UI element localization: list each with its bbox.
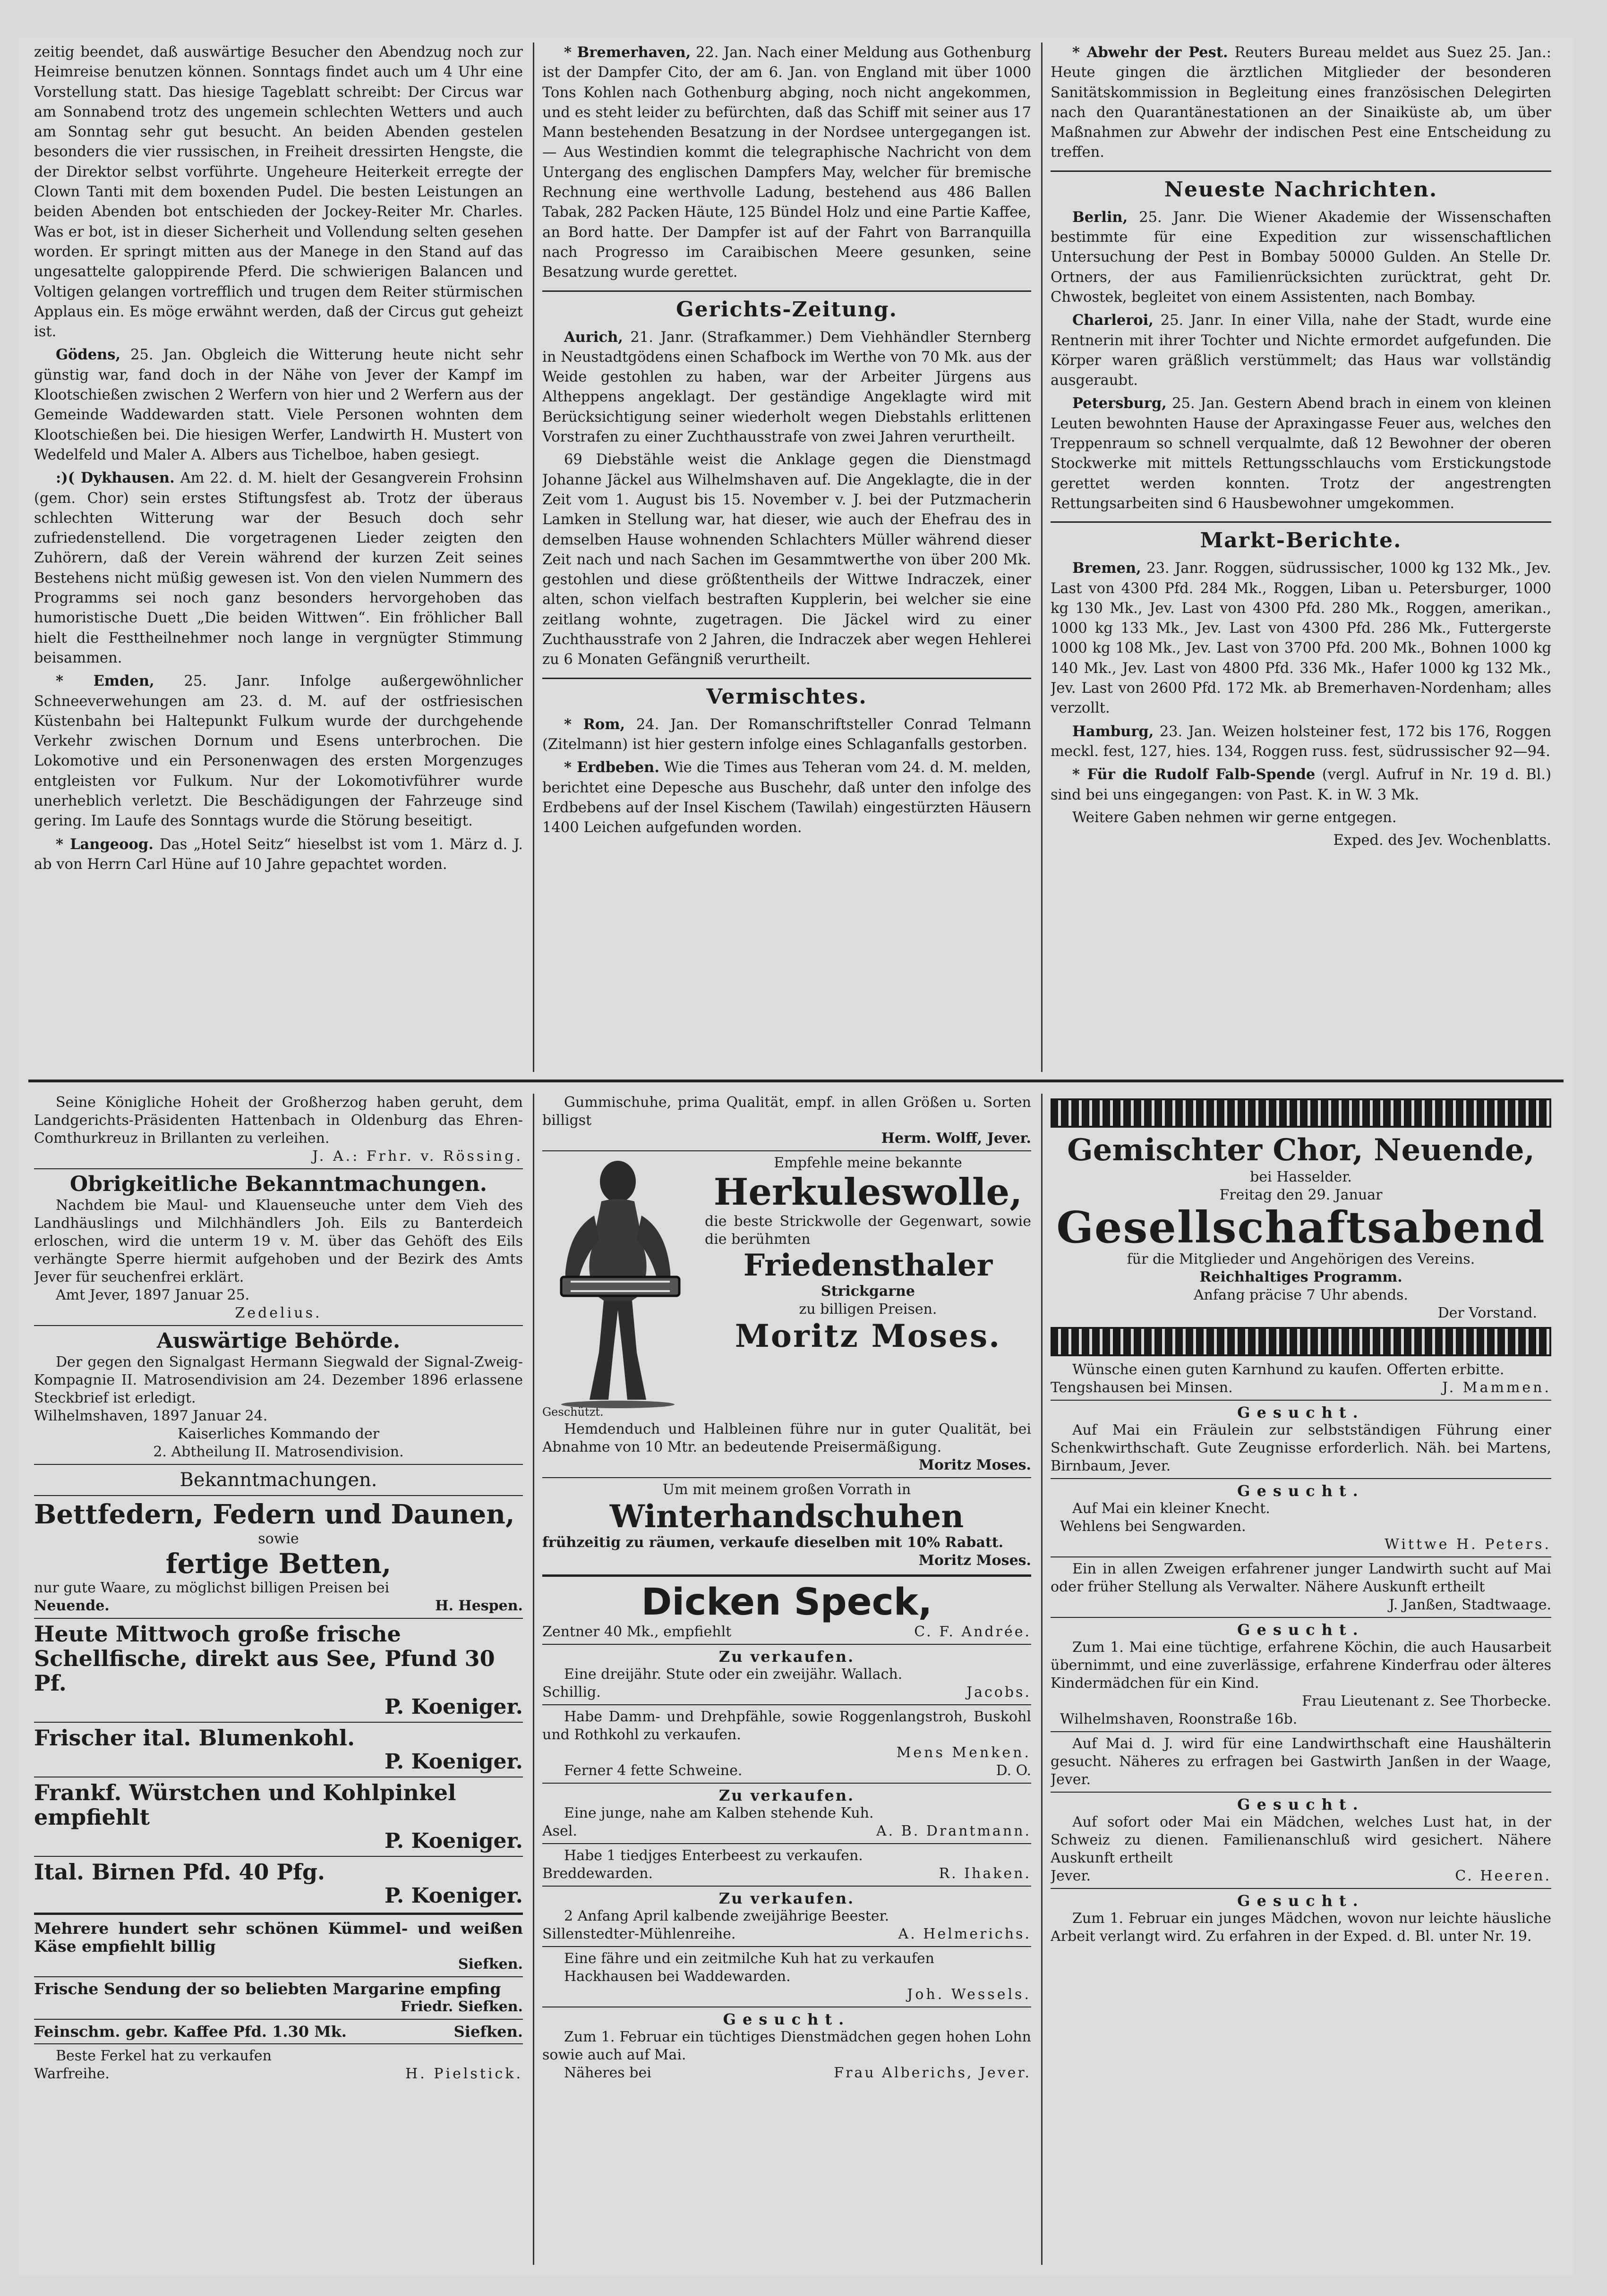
article-paragraph — [542, 43, 1031, 283]
ad-text: Auf Mai d. J. wird für eine Landwirthschaft eine Haushälterin gesucht. Näheres zu erfragen bei Gastwirth Janßen in der Waage, Jever. — [1051, 1735, 1551, 1788]
ad-line: 2. Abtheilung II. Matrosendivision. — [153, 1444, 404, 1460]
divider — [34, 1618, 523, 1619]
ad-signature: Zedelius. — [235, 1305, 322, 1321]
article-dateline: * Langeoog. — [56, 835, 154, 853]
ads-right-column — [1051, 1094, 1551, 2265]
article-dateline: * Emden, — [56, 672, 154, 690]
ad-signature: R. Ihaken. — [939, 1865, 1031, 1882]
ad-line: für die Mitglieder und Angehörigen des Vereins. — [1127, 1251, 1475, 1267]
article-dateline: :)( Dykhausen. — [56, 469, 175, 487]
article-paragraph — [1051, 765, 1551, 805]
ad-hemdenduch — [542, 1420, 1031, 1474]
section-heading: Neueste Nachrichten. — [1051, 170, 1551, 202]
ad-zu-verkaufen-kuh — [542, 1786, 1031, 1840]
ad-haushaelterin — [1051, 1735, 1551, 1789]
article-paragraph — [1051, 207, 1551, 307]
ad-landwirth — [1051, 1560, 1551, 1614]
article-paragraph — [1051, 43, 1551, 163]
ad-place: Tengshausen bei Minsen. — [1051, 1379, 1233, 1396]
ad-signature: Der Vorstand. — [1437, 1305, 1537, 1321]
ad-signature: Wittwe H. Peters. — [1385, 1536, 1551, 1553]
section-heading: Vermischtes. — [542, 678, 1031, 709]
ad-enterbeest — [542, 1847, 1031, 1883]
ad-line: Frau Lieutenant z. See Thorbecke. — [1302, 1693, 1551, 1709]
ad-place: Neuende. — [34, 1598, 110, 1614]
herkules-illustration — [542, 1154, 698, 1419]
ad-signature: C. F. Andrée. — [914, 1624, 1031, 1640]
ad-winterhandschuhe — [542, 1481, 1031, 1570]
ad-gesucht-fraeulein — [1051, 1403, 1551, 1475]
ad-title: Obrigkeitliche Bekanntmachungen. — [69, 1172, 487, 1196]
ad-text: Beste Ferkel hat zu verkaufen — [56, 2048, 272, 2064]
ad-wuerstchen — [34, 1780, 523, 1853]
ad-text: Zum 1. Mai eine tüchtige, erfahrene Köchin, die auch Hausarbeit übernimmt, und eine zuverlässige, erfahrene Kinderfrau oder älteres Kindermädchen für ein Kind. — [1051, 1639, 1551, 1692]
divider — [542, 1704, 1031, 1705]
article-text: 25. Janr. In einer Villa, nahe der Stadt, wurde eine Rentnerin mit ihrer Tochter und Nichte ermordet aufgefunden. Die Körper waren gräßlich verstümmelt; das Haus war vollständig ausgeraubt. — [1051, 312, 1551, 389]
ad-intro: Um mit meinem großen Vorrath in — [662, 1481, 911, 1498]
ad-place: Amt Jever, 1897 Januar 25. — [56, 1287, 250, 1303]
ad-text: Wünsche einen guten Karnhund zu kaufen. Offerten erbitte. — [1072, 1361, 1504, 1378]
ad-schellfisch — [34, 1622, 523, 1719]
ad-signature: C. Heeren. — [1455, 1868, 1551, 1884]
ad-text: nur gute Waare, zu möglichst billigen Preisen bei — [34, 1580, 390, 1596]
article-paragraph — [1051, 393, 1551, 514]
ad-blumenkohl — [34, 1726, 523, 1774]
ad-text: Der gegen den Signalgast Hermann Siegwald der Signal-Zweig-Kompagnie II. Matrosendivision am 24. Dezember 1896 erlassene Steckbrief ist erledigt. — [34, 1354, 523, 1406]
ad-ferkel — [34, 2047, 523, 2083]
ad-title: Gesucht. — [1237, 1621, 1365, 1639]
article-dateline: * Für die Rudolf Falb-Spende — [1072, 766, 1316, 783]
decorative-border — [1051, 1098, 1551, 1128]
article-text: 69 Diebstähle weist die Anklage gegen die Dienstmagd Johanne Jäckel aus Wilhelmshaven auf. Die Angeklagte, die in der Zeit vom 1. August bis 15. November v. J. bei der Putzmacherin Lamken in Stellung war, hat dieser, wie auch der Ehefrau des in demselben Hause wohnenden Schlachters Müller während dieser Zeit nach und nach Sachen im Gesammtwerthe von über 200 Mk. gestohlen und diese größtentheils der Wittwe Indraczek, einer alten, schon vielfach bestraften Kupplerin, bei welcher sie eine zeitlang wohnte, zugetragen. Die Jäckel wird zu einer Zuchthausstrafe von 2 Jahren, die Indraczek aber wegen Hehlerei zu 6 Monaten Gefängniß verurtheilt. — [542, 451, 1031, 668]
article-paragraph — [542, 757, 1031, 838]
ad-text: Auf sofort oder Mai ein Mädchen, welches Lust hat, in der Schweiz zu dienen. Familienanschluß wird gesichert. Nähere Auskunft ertheilt — [1051, 1814, 1551, 1866]
separator-rule — [28, 1080, 1564, 1082]
ad-place: Breddewarden. — [542, 1865, 653, 1882]
article-text: 21. Janr. (Strafkammer.) Dem Viehhändler Sternberg in Neustadtgödens einen Schafbock im Werthe von 70 Mk. aus der Weide gestohlen zu haben, war der Arbeiter Jürgens aus Altheppens angeklagt. Der geständige Angeklagte wird mit Berücksichtigung seiner wiederholt wegen Diebstahls erlittenen Vorstrafen zu einer Zuchthausstrafe von zwei Jahren verurtheilt. — [542, 329, 1031, 446]
article-text: 22. Jan. Nach einer Meldung aus Gothenburg ist der Dampfer Cito, der am 6. Jan. von England mit über 1000 Tons Kohlen nach Gothenburg abging, noch nicht angekommen, und es steht leider zu befürchten, daß das Schiff mit seiner aus 17 Mann bestehenden Besatzung in der Nordsee untergegangen ist. — Aus Westindien kommt die telegraphische Nachricht von dem Untergang des englischen Dampfers May, welcher für bremische Rechnung eine werthvolle Ladung, bestehend aus 486 Ballen Tabak, 282 Packen Häute, 125 Bündel Holz und eine Partie Kaffee, an Bord hatte. Der Dampfer ist auf der Fahrt von Barranquilla nach Progresso im Caraibischen Meere gesunken, seine Besatzung wurde gerettet. — [542, 44, 1031, 281]
ad-line: Anfang präcise 7 Uhr abends. — [1194, 1287, 1408, 1303]
divider — [34, 1464, 523, 1465]
ad-text: Auf Mai ein Fräulein zur selbstständigen Führung einer Schenkwirthschaft. Gute Zeugnisse erforderlich. Näh. bei Martens, Birnbaum, Jever. — [1051, 1422, 1551, 1474]
column-divider — [533, 43, 534, 1072]
ad-place: Wehlens bei Sengwarden. — [1060, 1518, 1246, 1535]
ad-line: sowie — [258, 1531, 299, 1547]
article-dateline: * Erdbeben. — [564, 759, 659, 776]
ad-grossherzog — [34, 1094, 523, 1165]
article-text: Das „Hotel Seitz“ hieselbst ist vom 1. März d. J. ab von Herrn Carl Hüne auf 10 Jahre gepachtet worden. — [34, 836, 523, 873]
ad-signature: H. Pielstick. — [405, 2066, 523, 2082]
article-dateline: Petersburg, — [1072, 395, 1167, 412]
ad-line: zu billigen Preisen. — [799, 1301, 937, 1318]
article-dateline: * Abwehr der Pest. — [1072, 44, 1228, 61]
divider — [542, 1477, 1031, 1478]
divider — [34, 1913, 523, 1915]
ad-firm: Moritz Moses. — [735, 1318, 1001, 1354]
article-paragraph — [34, 468, 523, 668]
divider — [34, 1325, 523, 1326]
ad-signature: A. Helmerichs. — [898, 1926, 1031, 1942]
article-text: 25. Jan. Obgleich die Witterung heute nicht sehr günstig war, fand doch in der Nähe von Jever der Kampf im Klootschießen zwischen 2 Werfern von hier und 2 Werfern aus der Gemeinde Waddewarden statt. Viele Personen wohnten dem Klootschießen bei. Die hiesigen Werfer, Landwirth H. Mustert von Wedelfeld und Maler A. Albers aus Tichelboe, haben gesiegt. — [34, 347, 523, 463]
ad-signature: Joh. Wessels. — [907, 1986, 1031, 2003]
ad-gemischter-chor — [1051, 1132, 1551, 1322]
article-paragraph — [1051, 310, 1551, 391]
ad-text: Gummischuhe, prima Qualität, empf. in allen Größen u. Sorten billigst — [542, 1094, 1031, 1129]
divider — [542, 1843, 1031, 1844]
column-divider — [533, 1094, 534, 2265]
ad-title: Zu verkaufen. — [718, 1648, 855, 1666]
article-text: Am 22. d. M. hielt der Gesangverein Frohsinn (gem. Chor) sein erstes Stiftungsfest ab. Trotz der überaus schlechten Witterung war der Besuch doch sehr zufriedenstellend. Die vorgetragenen Lieder zeigten den Zuhörern, daß der Verein während der kurzen Zeit seines Bestehens nicht müßig gewesen ist. Von den vielen Nummern des Programms sei noch ganz besonders hervorgehoben das humoristische Duett „Die beiden Wittwen“. Ein fröhlicher Ball hielt die Festtheilnehmer noch lange in vergnügter Stimmung beisammen. — [34, 470, 523, 666]
article-text: Reuters Bureau meldet aus Suez 25. Jan.: Heute gingen die ärztlichen Mitglieder der besonderen Sanitätskommission in Begleitung eines französischen Delegirten nach den Quarantänestationen an der Sinaiküste ab, um über Maßnahmen zur Abwehr der indischen Pest eine Entscheidung zu treffen. — [1051, 44, 1551, 161]
column-2 — [542, 43, 1031, 1072]
ad-signature: Friedr. Siefken. — [400, 1998, 523, 2015]
section-heading: Markt-Berichte. — [1051, 521, 1551, 553]
ad-bettfedern — [34, 1499, 523, 1615]
ad-text: Habe Damm- und Drehpfähle, sowie Roggenlangstroh, Buskohl und Rothkohl zu verkaufen. — [542, 1709, 1031, 1743]
ad-text: frühzeitig zu räumen, verkaufe dieselben mit 10% Rabatt. — [542, 1534, 1004, 1551]
ad-place: Näheres bei — [564, 2065, 651, 2081]
column-divider — [1041, 43, 1043, 1072]
strongman-illustration-icon — [542, 1154, 698, 1409]
divider — [34, 2019, 523, 2020]
ad-title: Winterhandschuhen — [609, 1498, 964, 1535]
ad-title: Bettfedern, Federn und Daunen, — [34, 1499, 515, 1530]
ad-text: Mehrere hundert sehr schönen Kümmel- und weißen Käse empfiehlt billig — [34, 1919, 523, 1956]
ad-birnen — [34, 1860, 523, 1908]
article-text: (vergl. Aufruf in Nr. 19 d. Bl.) sind bei uns eingegangen: von Past. K. in W. 3 Mk. — [1051, 766, 1551, 803]
divider — [542, 1644, 1031, 1645]
ad-gummischuhe — [542, 1094, 1031, 1148]
divider — [34, 1495, 523, 1496]
ad-signature: P. Koeniger. — [385, 1829, 523, 1853]
ad-signature: P. Koeniger. — [385, 1695, 523, 1719]
ad-line: Freitag den 29. Januar — [1219, 1187, 1383, 1203]
ad-note: Geschützt. — [542, 1405, 604, 1419]
article-paragraph — [34, 345, 523, 465]
ad-margarine — [34, 1980, 523, 2016]
divider — [1051, 1400, 1551, 1401]
ad-line: Wilhelmshaven, Roonstraße 16b. — [1060, 1711, 1298, 1727]
ad-auswaertig — [34, 1329, 523, 1461]
newspaper-page — [19, 38, 1573, 2276]
ad-signature: Siefken. — [458, 1956, 523, 1973]
divider — [542, 1574, 1031, 1577]
ad-title: Gemischter Chor, Neuende, — [1067, 1132, 1535, 1168]
ads-middle-column — [542, 1094, 1031, 2265]
ad-signature: J. Janßen, Stadtwaage. — [1389, 1597, 1551, 1613]
ad-text: Eine junge, nahe am Kalben stehende Kuh. — [564, 1805, 874, 1821]
ad-title: Herkuleswolle, — [713, 1171, 1023, 1214]
ad-gesucht-dienstmaedchen — [542, 2010, 1031, 2082]
ad-place: Hackhausen bei Waddewarden. — [564, 1968, 791, 1985]
ad-title: Dicken Speck, — [641, 1581, 932, 1624]
divider — [1051, 1556, 1551, 1557]
divider — [34, 2043, 523, 2044]
ad-line: bei Hasselder. — [1250, 1169, 1352, 1185]
ad-intro: Empfehle meine bekannte — [774, 1155, 962, 1171]
ad-signature: A. B. Drantmann. — [876, 1823, 1031, 1839]
ad-karnhund — [1051, 1361, 1551, 1397]
divider — [542, 1783, 1031, 1784]
article-paragraph — [542, 450, 1031, 670]
article-paragraph — [542, 327, 1031, 448]
divider — [34, 1856, 523, 1857]
divider — [542, 1886, 1031, 1887]
ad-title: fertige Betten, — [165, 1548, 392, 1580]
ad-place: Sillenstedter-Mühlenreihe. — [542, 1926, 736, 1942]
ad-obrigkeit — [34, 1172, 523, 1322]
ad-title: Gesellschaftsabend — [1056, 1202, 1546, 1253]
ad-signature: J. Mammen. — [1442, 1379, 1551, 1396]
ad-title: Gesucht. — [1237, 1482, 1365, 1500]
article-dateline: Bremen, — [1072, 560, 1141, 577]
ad-title: Zu verkaufen. — [718, 1889, 855, 1907]
divider — [1051, 1617, 1551, 1618]
ad-signature: J. A.: Frhr. v. Rössing. — [312, 1148, 523, 1165]
ad-title: Zu verkaufen. — [718, 1786, 855, 1804]
ad-line: Reichhaltiges Programm. — [1199, 1269, 1402, 1285]
divider — [1051, 1792, 1551, 1793]
divider — [542, 1946, 1031, 1947]
article-dateline: * Bremerhaven, — [564, 44, 691, 61]
article-paragraph — [1051, 808, 1551, 828]
ad-text: Ein in allen Zweigen erfahrener junger Landwirth sucht auf Mai oder früher Stellung als Verwalter. Nähere Auskunft ertheilt — [1051, 1561, 1551, 1595]
divider — [542, 1150, 1031, 1151]
ad-place: Schillig. — [542, 1684, 601, 1701]
article-dateline: Hamburg, — [1072, 723, 1154, 740]
ads-left-column — [34, 1094, 523, 2265]
ad-signature: D. O. — [996, 1762, 1031, 1779]
divider — [1051, 1478, 1551, 1479]
article-text: Wie die Times aus Teheran vom 24. d. M. melden, berichtet eine Depesche aus Buschehr, daß unter den infolge des Erdbebens auf der Insel Kischem (Tawilah) eingestürzten Häusern 1400 Leichen aufgefunden worden. — [542, 759, 1031, 836]
ad-signature: P. Koeniger. — [385, 1884, 523, 1908]
ad-text: Zum 1. Februar ein junges Mädchen, wovon nur leichte häusliche Arbeit verlangt wird. Zu erfahren in der Exped. d. Bl. unter Nr. 19. — [1051, 1910, 1551, 1945]
ad-signature: Jacobs. — [966, 1684, 1031, 1701]
ad-gesucht-knecht — [1051, 1482, 1551, 1554]
ad-text: Hemdenduch und Halbleinen führe nur in guter Qualität, bei Abnahme von 10 Mtr. an bedeutende Preisermäßigung. — [542, 1421, 1031, 1455]
ad-text: Eine dreijähr. Stute oder ein zweijähr. Wallach. — [564, 1666, 903, 1683]
ad-text: Feinschm. gebr. Kaffee Pfd. 1.30 Mk. — [34, 2023, 347, 2041]
ad-text: Eine fähre und ein zeitmilche Kuh hat zu verkaufen — [564, 1950, 934, 1967]
ad-signature: Herm. Wolff, Jever. — [881, 1130, 1031, 1147]
ad-place: Wilhelmshaven, 1897 Januar 24. — [34, 1408, 268, 1424]
article-text: 24. Jan. Der Romanschriftsteller Conrad Telmann (Zitelmann) ist hier gestern infolge eines Schlaganfalls gestorben. — [542, 716, 1031, 753]
decorative-border — [1051, 1327, 1551, 1356]
column-3 — [1051, 43, 1551, 1072]
divider — [34, 1976, 523, 1977]
article-text: zeitig beendet, daß auswärtige Besucher den Abendzug noch zur Heimreise benutzen können. Sonntags findet auch um 4 Uhr eine Vorstellung statt. Das hiesige Tageblatt schreibt: Der Circus war am Sonnabend trotz des ungemein schlechten Wetters und auch am Sonntag sehr gut besucht. An beiden Abenden gestelen besonders die vier russischen, in Freiheit dressirten Hengste, die der Direktor selbst vorführte. Ungeheure Heiterkeit erregte der Clown Tanti mit dem boxenden Pudel. Die besten Leistungen an beiden Abenden bot entschieden der Jockey-Reiter Mr. Charles. Was er bot, ist in dieser Sicherheit und Vollendung selten gesehen worden. Er springt mitten aus der Manege in den Stand auf das ungesattelte galoppirende Pferd. Die schwierigen Balancen und Voltigen gelangen vortrefflich und trugen dem Reiter stürmischen Applaus ein. Es möge erwähnt werden, daß der Circus gut geheizt ist. — [34, 44, 523, 340]
ad-kaffee — [34, 2023, 523, 2041]
article-text: 23. Jan. Weizen holsteiner fest, 172 bis 176, Roggen meckl. fest, 127, hies. 134, Roggen russ. fest, südrussischer 92—94. — [1051, 723, 1551, 760]
ad-title: Gesucht. — [1237, 1892, 1365, 1910]
ad-signature: Frau Alberichs, Jever. — [834, 2065, 1031, 2081]
article-paragraph — [542, 714, 1031, 755]
ad-text: Auf Mai ein kleiner Knecht. — [1072, 1500, 1270, 1517]
ad-title: Auswärtige Behörde. — [156, 1329, 401, 1353]
ad-title: Ital. Birnen Pfd. 40 Pfg. — [34, 1859, 325, 1885]
ad-zu-verkaufen-beester — [542, 1889, 1031, 1943]
ad-text: Zentner 40 Mk., empfiehlt — [542, 1624, 732, 1640]
ad-place: Warfreihe. — [34, 2066, 110, 2082]
article-dateline: Gödens, — [56, 346, 121, 364]
ad-text: 2 Anfang April kalbende zweijährige Beester. — [564, 1908, 889, 1924]
article-paragraph — [1051, 558, 1551, 718]
ad-signature: P. Koeniger. — [385, 1750, 523, 1774]
ad-dammpfaehle — [542, 1708, 1031, 1780]
article-text: 25. Janr. Die Wiener Akademie der Wissenschaften bestimmte für eine Expedition zur wissenschaftlichen Untersuchung der Pest in Bombay 50000 Gulden. An Stelle Dr. Ortners, der aus Familienrücksichten zurücktrat, geht Dr. Chwostek, begleitet von einem Assistenten, nach Bombay. — [1051, 209, 1551, 306]
ad-text: Nachdem bie Maul- und Klauenseuche unter dem Vieh des Landhäuslings und Milchhändlers Joh. Eils zu Banterdeich erloschen, wird die unterm 19 v. M. über das Gehöft des Eils verhängte Sperre hiermit aufgehoben und der Bezirk des Amts Jever für seuchenfrei erklärt. — [34, 1197, 523, 1285]
divider — [34, 1168, 523, 1169]
ad-signature: Moritz Moses. — [918, 1457, 1031, 1473]
article-signature: Exped. des Jev. Wochenblatts. — [1333, 832, 1551, 849]
article-paragraph — [34, 43, 523, 342]
article-dateline: Charleroi, — [1072, 312, 1154, 329]
ad-signature: Siefken. — [453, 2023, 523, 2041]
ad-title: Gesucht. — [1237, 1795, 1365, 1813]
ad-title: Bekanntmachungen. — [180, 1469, 377, 1491]
ad-title: Gesucht. — [1237, 1403, 1365, 1421]
ad-signature: Mens Menken. — [896, 1744, 1031, 1761]
ad-gesucht-koechin — [1051, 1621, 1551, 1728]
article-paragraph — [1051, 722, 1551, 762]
column-1 — [34, 43, 523, 1072]
column-divider — [1041, 1094, 1043, 2265]
ad-line: Strickgarne — [821, 1283, 915, 1300]
article-dateline: Berlin, — [1072, 208, 1128, 226]
ad-title: Frankf. Würstchen und Kohlpinkel empfiehlt — [34, 1780, 456, 1830]
ad-text: Habe 1 tiedjges Enterbeest zu verkaufen. — [564, 1847, 863, 1864]
ad-zeitmilche-kuh — [542, 1950, 1031, 2004]
ad-title: Heute Mittwoch große frische Schellfische, direkt aus See, Pfund 30 Pf. — [34, 1621, 495, 1696]
divider — [34, 1722, 523, 1723]
ad-kuemmel — [34, 1920, 523, 1973]
divider — [1051, 1731, 1551, 1732]
article-text: 23. Janr. Roggen, südrussischer, 1000 kg 132 Mk., Jev. Last von 4300 Pfd. 284 Mk., Roggen, Liban u. Petersburger, 1000 kg 130 Mk., Jev. Last von 4300 Pfd. 280 Mk., Roggen, amerikan., 1000 kg 133 Mk., Jev. Last von 4300 Pfd. 286 Mk., Futtergerste 1000 kg 108 Mk., Jev. Last von 3700 Pfd. 200 Mk., Bohnen 1000 kg 140 Mk., Jev. Last von 4800 Pfd. 336 Mk., Hafer 1000 kg 132 Mk., Jev. Last von 2600 Pfd. 172 Mk. ab Bremerhaven-Nordenham; alles verzollt. — [1051, 560, 1551, 717]
ad-title: Friedensthaler — [743, 1248, 993, 1283]
article-paragraph — [34, 671, 523, 831]
ad-title: Gesucht. — [723, 2010, 851, 2028]
ad-gesucht-maedchen-schweiz — [1051, 1795, 1551, 1885]
ad-line: Kaiserliches Kommando der — [177, 1426, 380, 1442]
article-paragraph — [34, 834, 523, 875]
section-heading: Gerichts-Zeitung. — [542, 290, 1031, 322]
article-text: 25. Janr. Infolge außergewöhnlicher Schneeverwehungen am 23. d. M. auf der ostfriesischen Küstenbahn bei Haltepunkt Fulkum wurde der durchgehende Verkehr zwischen Dornum und Esens unterbrochen. Die Lokomotive und ein Personenwagen des ersten Morgenzuges entgleisten vor Fulkum. Nur der Lokomotivführer wurde unerheblich verletzt. Die Beschädigungen der Fahrzeuge sind gering. Im Laufe des Sonntags wurde die Störung beseitigt. — [34, 673, 523, 830]
ad-place: Jever. — [1051, 1868, 1091, 1884]
ad-text: Seine Königliche Hoheit der Großherzog haben geruht, dem Landgerichts-Präsidenten Hattenbach in Oldenburg das Ehren-Comthurkreuz in Brillanten zu verleihen. — [34, 1094, 523, 1147]
ad-place: Asel. — [542, 1823, 577, 1839]
ad-text: Ferner 4 fette Schweine. — [564, 1762, 743, 1779]
article-text: 25. Jan. Gestern Abend brach in einem von kleinen Leuten bewohnten Hause der Apraxingasse Feuer aus, welches den Treppenraum so schnell verqualmte, daß 12 Bewohner der oberen Stockwerke mit mittels Rettungsschlauchs vom Erstickungstode gerettet werden konnten. Trotz der angestrengten Rettungsarbeiten sind 6 Hausbewohner umgekommen. — [1051, 395, 1551, 512]
ad-text: Zum 1. Februar ein tüchtiges Dienstmädchen gegen hohen Lohn sowie auch auf Mai. — [542, 2029, 1031, 2063]
ad-herkuleswolle — [542, 1154, 1031, 1419]
ad-bekanntmachungen — [34, 1468, 523, 1492]
ad-zu-verkaufen-stute — [542, 1648, 1031, 1701]
ad-text: Frische Sendung der so beliebten Margarine empfing — [34, 1980, 501, 1998]
ad-signature: Moritz Moses. — [918, 1552, 1031, 1569]
divider — [1051, 1888, 1551, 1889]
article-dateline: Aurich, — [564, 328, 623, 346]
ad-gesucht-junges-maedchen — [1051, 1892, 1551, 1946]
ad-text: die beste Strickwolle der Gegenwart, sowie die berühmten — [705, 1213, 1031, 1248]
article-dateline: * Rom, — [564, 715, 625, 733]
ad-dicken-speck — [542, 1582, 1031, 1641]
ad-title: Frischer ital. Blumenkohl. — [34, 1725, 355, 1751]
ad-signature: H. Hespen. — [435, 1598, 523, 1614]
article-text: Weitere Gaben nehmen wir gerne entgegen. — [1072, 809, 1397, 826]
